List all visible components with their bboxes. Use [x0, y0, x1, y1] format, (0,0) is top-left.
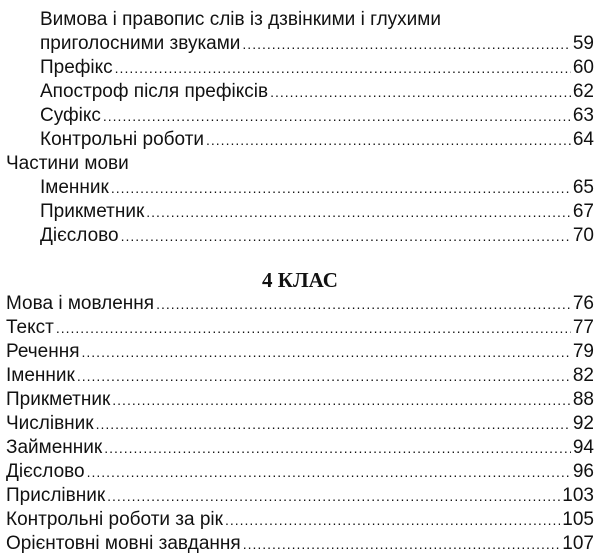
toc-entry: [6, 533, 594, 555]
toc-entry-page: 77: [572, 317, 594, 338]
toc-entry: [6, 509, 594, 531]
leader-dots: [82, 341, 571, 363]
toc-entry-title: Дієслово: [40, 225, 119, 246]
toc-entry-page: 79: [572, 341, 594, 362]
toc-entry: [40, 105, 594, 127]
toc-entry: [40, 225, 594, 247]
toc-entry-title: Текст: [6, 317, 54, 338]
toc-entry-page: 103: [562, 485, 594, 506]
toc-entry-title: Дієслово: [6, 461, 85, 482]
toc-entry: [6, 317, 594, 339]
toc-entry-title: Суфікс: [40, 105, 101, 126]
toc-entry-title: Контрольні роботи: [40, 129, 205, 150]
toc-entry-page: 60: [572, 57, 594, 78]
toc-entry: [6, 485, 594, 507]
toc-entry: [6, 341, 594, 363]
toc-entry: [40, 57, 594, 79]
leader-dots: [107, 485, 560, 507]
toc-entry: [6, 437, 594, 459]
section-subheading: Частини мови: [6, 153, 129, 174]
leader-dots: [111, 177, 571, 199]
toc-entry-page: 92: [572, 413, 594, 434]
toc-entry-page: 70: [572, 225, 594, 246]
toc-entry-page: 62: [572, 81, 594, 102]
section-heading: 4 КЛАС: [262, 268, 338, 292]
leader-dots: [87, 461, 571, 483]
leader-dots: [115, 57, 571, 79]
toc-entry: [6, 293, 594, 315]
toc-entry-title: Речення: [6, 341, 80, 362]
toc-entry-title: Апостроф після префіксів: [40, 81, 269, 102]
toc-entry-title: Контрольні роботи за рік: [6, 509, 223, 530]
leader-dots: [270, 81, 571, 103]
toc-entry-title: Мова і мовлення: [6, 293, 155, 314]
leader-dots: [104, 437, 571, 459]
toc-entry-title: приголосними звуками: [40, 33, 241, 54]
toc-entry-page: 65: [572, 177, 594, 198]
leader-dots: [77, 365, 571, 387]
toc-entry: [40, 201, 594, 223]
toc-entry-title: Прислівник: [6, 485, 106, 506]
toc-entry: [40, 129, 594, 151]
toc-entry-title: Іменник: [6, 365, 75, 386]
toc-entry-page: 82: [572, 365, 594, 386]
toc-entry-title: Іменник: [40, 177, 109, 198]
leader-dots: [112, 389, 571, 411]
leader-dots: [243, 533, 561, 555]
leader-dots: [96, 413, 571, 435]
toc-entry-title: Прикметник: [40, 201, 145, 222]
toc-entry: [6, 365, 594, 387]
leader-dots: [156, 293, 571, 315]
toc-entry-page: 88: [572, 389, 594, 410]
toc-entry-page: 64: [572, 129, 594, 150]
leader-dots: [146, 201, 571, 223]
toc-entry: [40, 177, 594, 199]
toc-entry-page: 105: [562, 509, 594, 530]
leader-dots: [103, 105, 571, 127]
toc-entry: [40, 33, 594, 55]
leader-dots: [206, 129, 571, 151]
toc-entry-page: 96: [572, 461, 594, 482]
toc-entry-page: 67: [572, 201, 594, 222]
toc-entry-title: Орієнтовні мовні завдання: [6, 533, 241, 554]
leader-dots: [242, 33, 570, 55]
toc-entry-page: 94: [572, 437, 594, 458]
toc-entry-line-1: Вимова і правопис слів із дзвінкими і глухими: [40, 9, 441, 30]
toc-entry-title: Префікс: [40, 57, 113, 78]
toc-entry: [6, 413, 594, 435]
toc-entry-title: Числівник: [6, 413, 94, 434]
leader-dots: [56, 317, 571, 339]
toc-entry-page: 107: [562, 533, 594, 554]
toc-entry: [40, 81, 594, 103]
leader-dots: [121, 225, 571, 247]
toc-entry-page: 59: [572, 33, 594, 54]
toc-entry-title: Прикметник: [6, 389, 111, 410]
toc-entry: [6, 461, 594, 483]
toc-entry-title: Займенник: [6, 437, 103, 458]
toc-entry-page: 76: [572, 293, 594, 314]
toc-entry-page: 63: [572, 105, 594, 126]
leader-dots: [225, 509, 560, 531]
toc-entry: [6, 389, 594, 411]
